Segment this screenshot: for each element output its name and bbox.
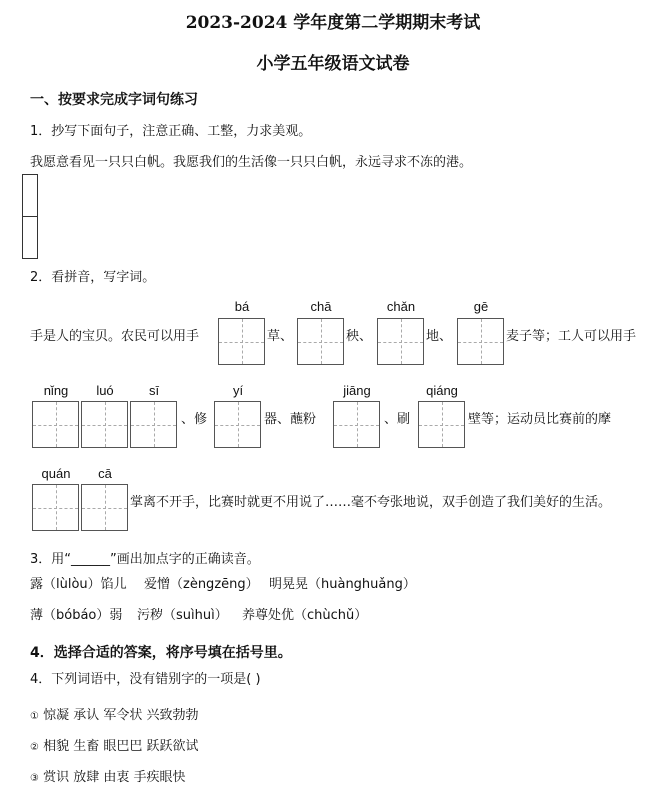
option-text: 相貌 生畜 眼巴巴 跃跃欲试 xyxy=(43,739,199,754)
sentence-text: 草、 xyxy=(267,329,294,344)
tian-grid-box[interactable] xyxy=(81,484,128,531)
option-marker: ① xyxy=(30,711,39,722)
question-1-sentence: 我愿意看见一只只白帆。我愿我们的生活像一只只白帆，永远寻求不冻的港。 xyxy=(30,155,473,170)
reading-option: 露（lùlòu）馅儿 xyxy=(30,577,127,592)
answer-option-3[interactable] xyxy=(30,766,186,785)
tian-grid-box[interactable] xyxy=(297,318,344,365)
tian-grid-box[interactable] xyxy=(333,401,380,448)
pinyin-label: nǐng xyxy=(43,383,69,398)
reading-option: 薄（bóbáo）弱 xyxy=(30,608,123,623)
writing-box[interactable] xyxy=(22,216,38,259)
tian-grid-box[interactable] xyxy=(32,484,79,531)
sentence-text: 壁等；运动员比赛前的摩 xyxy=(468,412,612,427)
tian-grid-box[interactable] xyxy=(32,401,79,448)
section-heading: 一、按要求完成字词句练习 xyxy=(30,92,198,108)
sentence-text: 手是人的宝贝。农民可以用手 xyxy=(30,329,200,344)
reading-option: 污秽（suìhuì） xyxy=(137,608,228,623)
sentence-text: 、刷 xyxy=(384,412,411,427)
tian-grid-box[interactable] xyxy=(418,401,465,448)
reading-option: 明晃晃（huànghuǎng） xyxy=(269,577,416,592)
sentence-text: 秧、 xyxy=(346,329,373,344)
tian-grid-box[interactable] xyxy=(81,401,128,448)
section-heading: 4．选择合适的答案，将序号填在括号里。 xyxy=(30,645,292,661)
writing-box[interactable] xyxy=(22,174,38,217)
sentence-text: 麦子等；工人可以用手 xyxy=(506,329,637,344)
sentence-text: 、修 xyxy=(181,412,208,427)
pinyin-label: bá xyxy=(234,299,250,314)
question-1-prompt: 1．抄写下面句子，注意正确、工整，力求美观。 xyxy=(30,124,312,139)
pinyin-label: quán xyxy=(41,466,71,481)
reading-option: 爱憎（zèngzēng） xyxy=(144,577,259,592)
option-text: 赏识 放肆 由衷 手疾眼快 xyxy=(43,770,186,785)
tian-grid-box[interactable] xyxy=(218,318,265,365)
pinyin-label: sī xyxy=(148,383,160,398)
tian-grid-box[interactable] xyxy=(214,401,261,448)
answer-option-1[interactable] xyxy=(30,704,199,723)
exam-subtitle: 小学五年级语文试卷 xyxy=(256,54,410,74)
exam-title: 2023-2024 学年度第二学期期末考试 xyxy=(185,13,481,33)
tian-grid-box[interactable] xyxy=(130,401,177,448)
option-marker: ② xyxy=(30,742,39,753)
question-4-prompt: 4．下列词语中，没有错别字的一项是( ) xyxy=(30,672,261,687)
pinyin-label: qiáng xyxy=(426,383,458,398)
option-text: 惊凝 承认 军令状 兴致勃勃 xyxy=(43,708,199,723)
pinyin-label: chǎn xyxy=(386,299,416,314)
sentence-text: 地、 xyxy=(426,329,453,344)
pinyin-label: chā xyxy=(310,299,332,314)
tian-grid-box[interactable] xyxy=(377,318,424,365)
question-2-prompt: 2．看拼音，写字词。 xyxy=(30,270,156,285)
pinyin-label: gē xyxy=(473,299,489,314)
sentence-text: 掌离不开手，比赛时就更不用说了……毫不夸张地说，双手创造了我们美好的生活。 xyxy=(130,495,612,510)
pinyin-label: jiāng xyxy=(343,383,371,398)
answer-option-2[interactable] xyxy=(30,735,199,754)
option-marker: ③ xyxy=(30,773,39,784)
pinyin-label: luó xyxy=(96,383,114,398)
pinyin-label: cā xyxy=(98,466,112,481)
pinyin-label: yí xyxy=(232,383,244,398)
tian-grid-box[interactable] xyxy=(457,318,504,365)
reading-option: 养尊处优（chùchǔ） xyxy=(242,608,368,623)
question-3-prompt: 3．用“______”画出加点字的正确读音。 xyxy=(30,552,260,567)
sentence-text: 器、蘸粉 xyxy=(264,412,317,427)
